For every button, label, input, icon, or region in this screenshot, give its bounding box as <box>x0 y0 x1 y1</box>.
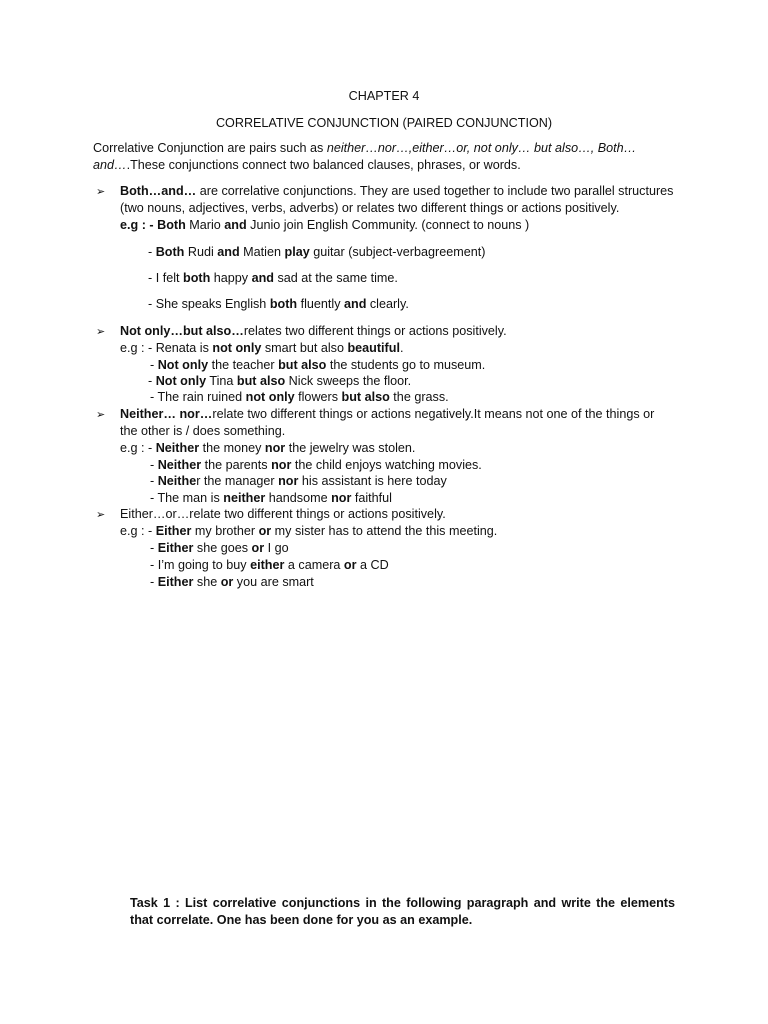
both-and-line-2: (two nouns, adjectives, verbs, adverbs) or relates two different things or actions positively. <box>120 201 620 215</box>
intro-examples: neither…nor…,either…or, not only… but also…, Both… <box>326 141 637 155</box>
intro-term: Correlative Conjunction <box>93 141 224 155</box>
neither-nor-ex-2: - Neither the manager nor his assistant is here today <box>150 474 447 488</box>
section-head-not-only: Not only…but also… <box>120 324 244 338</box>
arrow-bullet-icon: ➢ <box>96 408 106 421</box>
either-or-ex-2: - I’m going to buy either a camera or a CD <box>150 558 389 572</box>
not-only-line-1: Not only…but also…relates two different things or actions positively. <box>120 324 507 338</box>
arrow-bullet-icon: ➢ <box>96 185 106 198</box>
neither-nor-line-1: Neither… nor…relate two different things or actions negatively.It means not one of the things or <box>120 407 655 421</box>
intro-line-2: and….These conjunctions connect two balanced clauses, phrases, or words. <box>93 158 521 172</box>
neither-nor-example: e.g : - Neither the money nor the jewelry was stolen. <box>120 441 416 455</box>
both-and-line-1: Both…and… are correlative conjunctions. They are used together to include two parallel structures <box>120 184 674 198</box>
both-and-ex-1: - Both Rudi and Matien play guitar (subject-verbagreement) <box>148 245 486 259</box>
both-and-ex-2: - I felt both happy and sad at the same time. <box>148 271 398 285</box>
either-or-ex-1: - Either she goes or I go <box>150 541 289 555</box>
section-head-both-and: Both…and… <box>120 184 197 198</box>
chapter-subtitle: CORRELATIVE CONJUNCTION (PAIRED CONJUNCTION) <box>215 116 553 130</box>
not-only-example: e.g : - Renata is not only smart but also beautiful. <box>120 341 404 355</box>
not-only-ex-1: - Not only the teacher but also the students go to museum. <box>150 358 486 372</box>
chapter-heading: CHAPTER 4 <box>348 89 420 103</box>
neither-nor-ex-3: - The man is neither handsome nor faithful <box>150 491 392 505</box>
neither-nor-ex-1: - Neither the parents nor the child enjoys watching movies. <box>150 458 482 472</box>
neither-nor-line-2: the other is / does something. <box>120 424 286 438</box>
both-and-example: e.g : - Both Mario and Junio join English Community. (connect to nouns ) <box>120 218 530 232</box>
not-only-ex-2: - Not only Tina but also Nick sweeps the floor. <box>148 374 412 388</box>
either-or-line-1: Either…or…relate two different things or actions positively. <box>120 507 446 521</box>
section-head-neither-nor: Neither… nor… <box>120 407 213 421</box>
both-and-ex-3: - She speaks English both fluently and clearly. <box>148 297 409 311</box>
either-or-example: e.g : - Either my brother or my sister has to attend the this meeting. <box>120 524 498 538</box>
arrow-bullet-icon: ➢ <box>96 325 106 338</box>
not-only-ex-3: - The rain ruined not only flowers but also the grass. <box>150 390 449 404</box>
arrow-bullet-icon: ➢ <box>96 508 106 521</box>
task-instructions: Task 1 : List correlative conjunctions in the following paragraph and write the elements that correlate. One has been done for you as an example. <box>130 896 675 927</box>
either-or-ex-3: - Either she or you are smart <box>150 575 314 589</box>
intro-line-1: Correlative Conjunction are pairs such as neither…nor…,either…or, not only… but also…, Both… <box>93 141 637 155</box>
